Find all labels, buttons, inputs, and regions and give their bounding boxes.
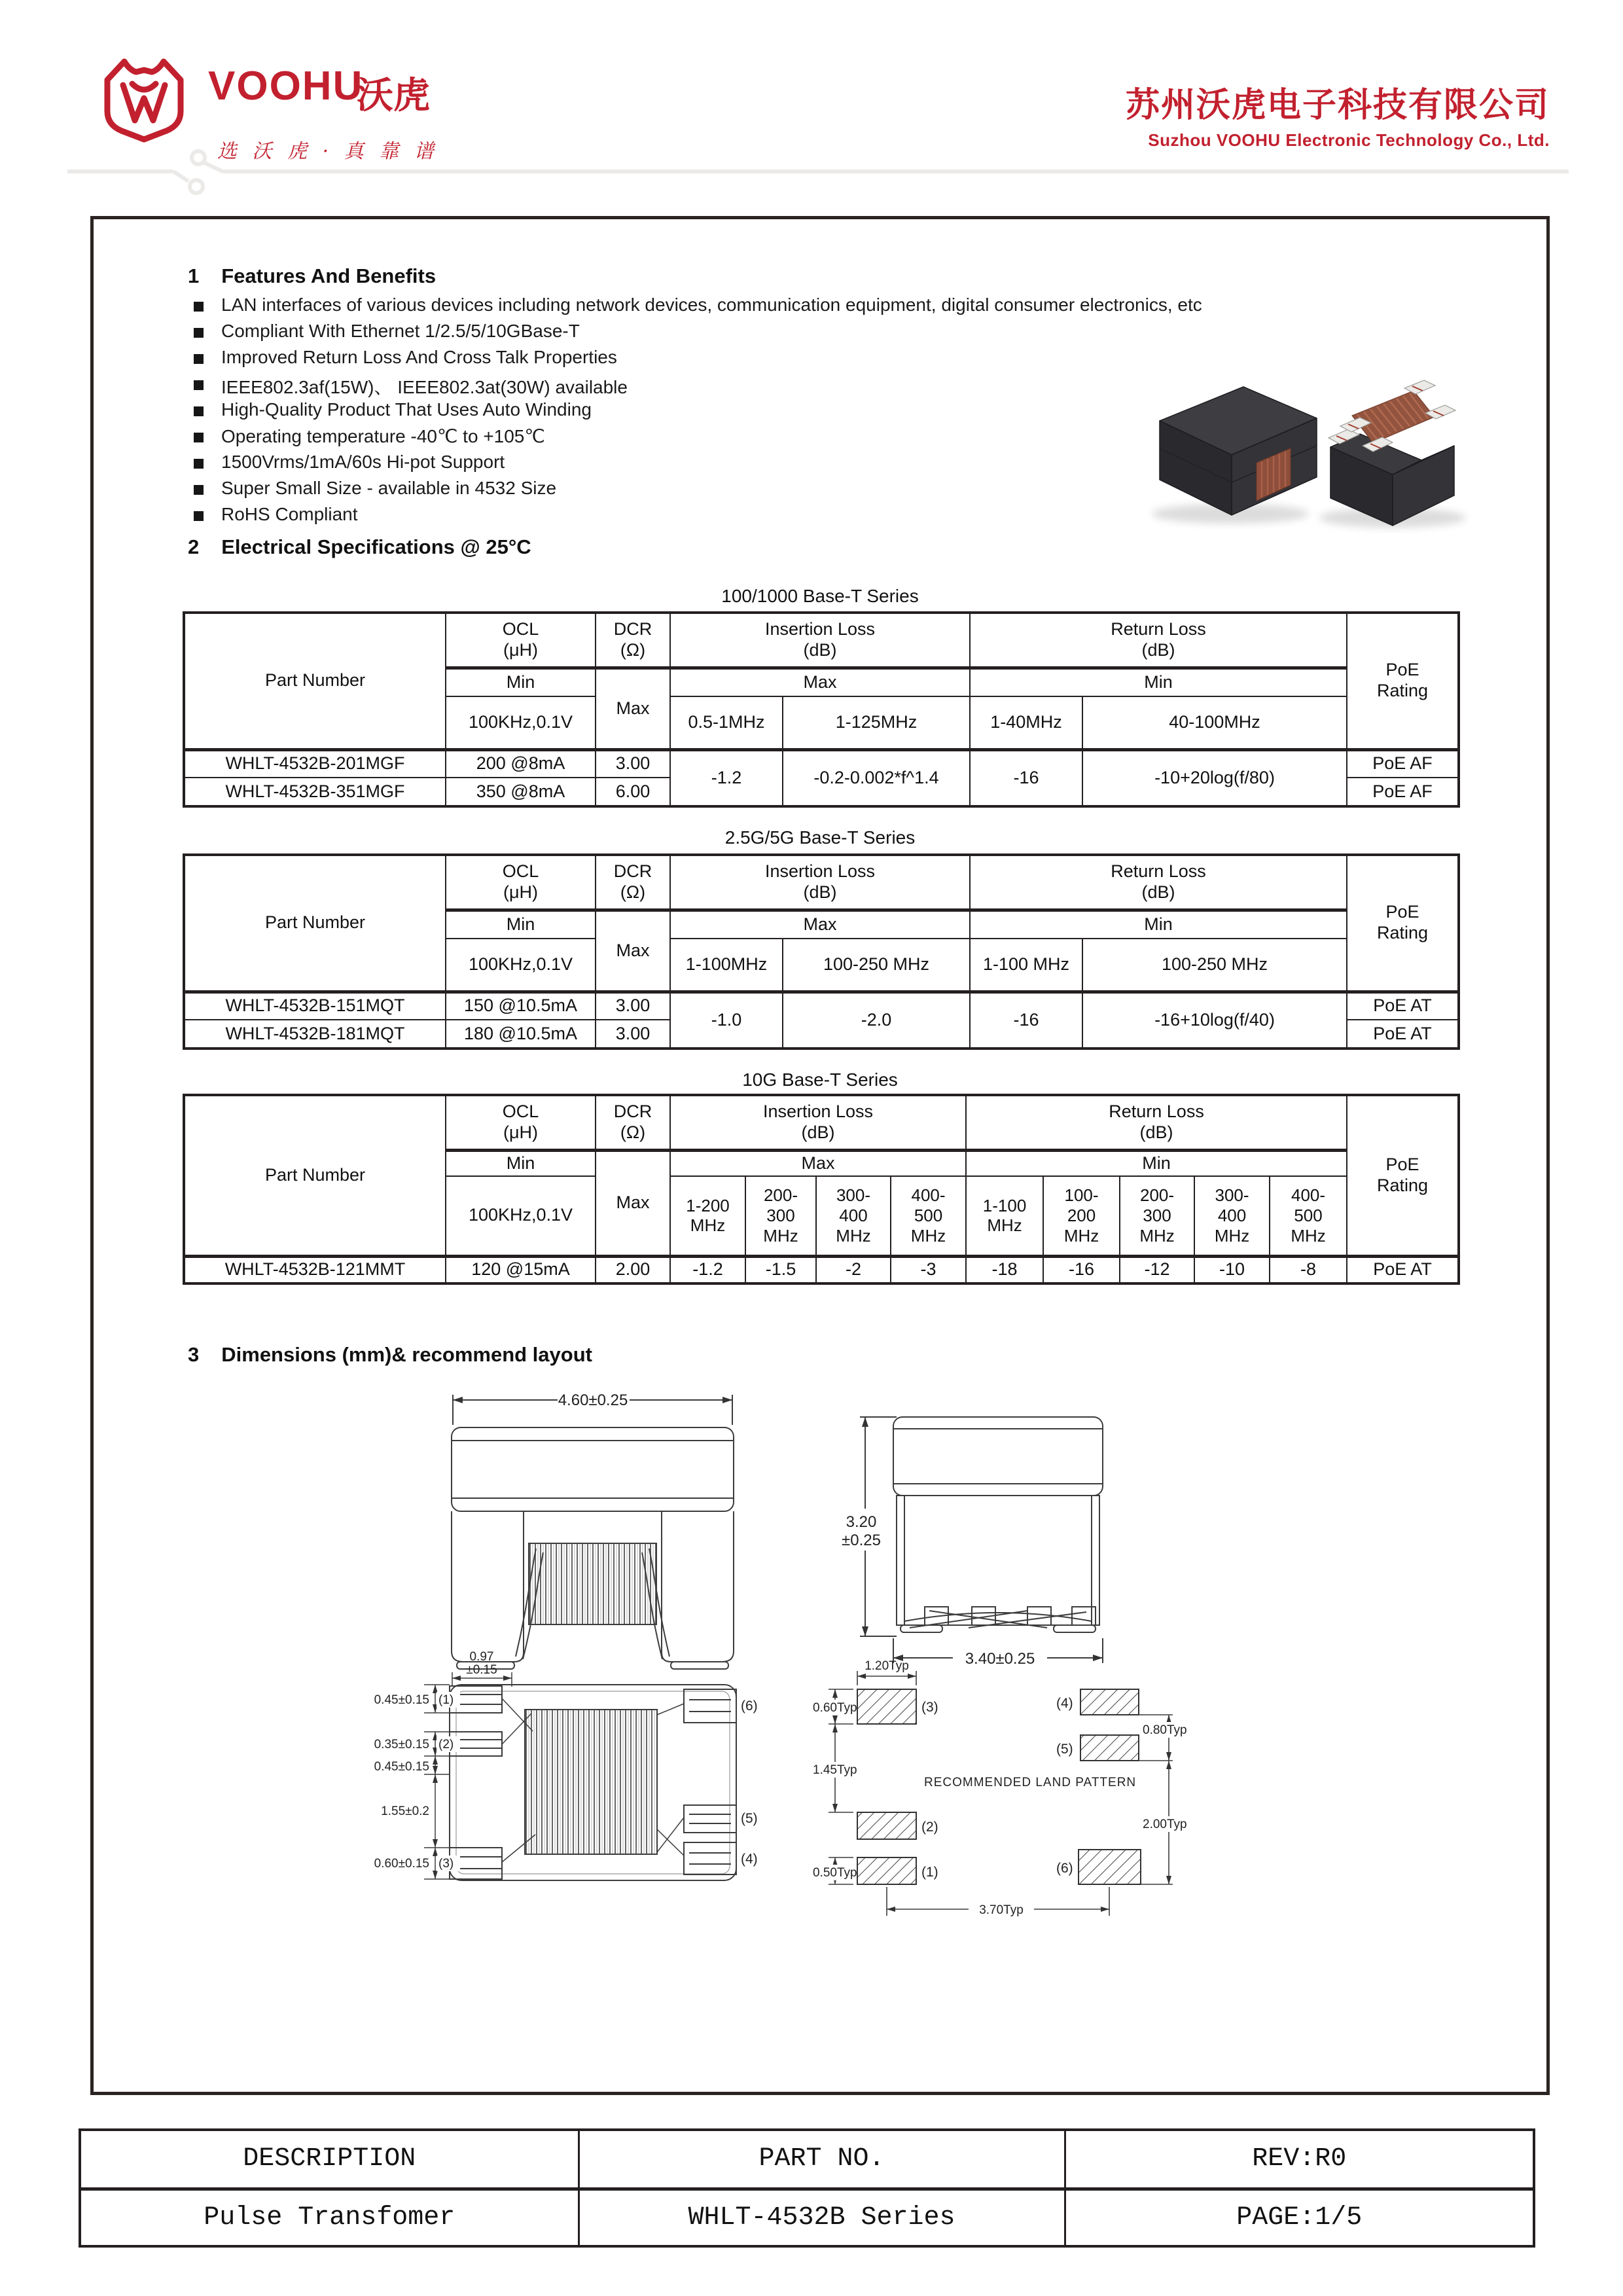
cell-dcr: 3.00: [596, 749, 670, 778]
dim-bv-4: 1.55±0.2: [381, 1804, 429, 1818]
cell-rl: -16: [970, 992, 1082, 1049]
th-insertion-loss: Insertion Loss (dB): [670, 613, 970, 668]
pin-label-4: (4): [741, 1852, 758, 1867]
cell-ocl: 200 @8mA: [446, 749, 596, 778]
th-max: Max: [670, 910, 970, 939]
dim-bv-5: 0.60±0.15: [374, 1857, 429, 1871]
th-max: Max: [596, 1150, 670, 1256]
th-dcr: DCR (Ω): [596, 855, 670, 910]
cell-rl: -16: [970, 749, 1082, 806]
square-bullet-icon: [194, 406, 204, 416]
cell-rl: -12: [1120, 1256, 1194, 1283]
dim-lp-gap: 1.45Typ: [813, 1763, 857, 1777]
th-min: Min: [446, 668, 596, 696]
th-rl-freq: 100- 200 MHz: [1043, 1176, 1120, 1256]
th-return-loss: Return Loss (dB): [970, 855, 1347, 910]
square-bullet-icon: [194, 459, 204, 469]
th-il-freq: 300- 400 MHz: [816, 1176, 891, 1256]
cell-rl: -18: [966, 1256, 1043, 1283]
th-poe-rating: PoE Rating: [1347, 855, 1459, 992]
pin-label-2: (2): [438, 1738, 454, 1751]
th-min: Min: [966, 1150, 1347, 1176]
th-il-freq: 0.5-1MHz: [670, 696, 783, 749]
dim-lp-pitch: 3.70Typ: [979, 1903, 1024, 1917]
pin-label-1: (1): [438, 1693, 454, 1707]
section-number: 3: [188, 1343, 200, 1366]
cell-il: -3: [891, 1256, 966, 1283]
th-part-number: Part Number: [184, 613, 446, 749]
cell-il: -1.2: [670, 1256, 745, 1283]
brand-tagline: 选 沃 虎 · 真 靠 谱: [217, 140, 438, 163]
pad-label-4: (4): [1056, 1696, 1073, 1711]
feature-item: IEEE802.3af(15W)、 IEEE802.3at(30W) available: [194, 373, 1496, 399]
th-ocl: OCL (μH): [446, 613, 596, 668]
dim-pad-width-1: 0.97: [469, 1650, 494, 1664]
footer-partno-header: PART NO.: [579, 2130, 1065, 2189]
th-il-freq: 1-125MHz: [783, 696, 970, 749]
spec-table-2g5-5g: [183, 853, 1460, 1050]
dim-front-width: 4.60±0.25: [558, 1391, 628, 1409]
drawing-bottom-view: [373, 1646, 759, 1898]
feature-item: LAN interfaces of various devices including network devices, communication equipment, digital consumer electronics, etc: [194, 295, 1496, 321]
th-min: Min: [970, 668, 1347, 696]
cell-rl: -16+10log(f/40): [1082, 992, 1347, 1049]
dim-lp-h3: 0.60Typ: [813, 1701, 857, 1715]
section-electrical-heading: [188, 535, 531, 559]
company-name-cn: 苏州沃虎电子科技有限公司: [1125, 86, 1550, 124]
th-rl-freq: 1-100 MHz: [966, 1176, 1043, 1256]
drawing-front-view: [419, 1391, 772, 1676]
cell-ocl: 150 @10.5mA: [446, 992, 596, 1020]
section-title: Features And Benefits: [221, 264, 437, 287]
th-poe-rating: PoE Rating: [1347, 613, 1459, 749]
th-min: Min: [446, 1150, 596, 1176]
th-insertion-loss: Insertion Loss (dB): [670, 1095, 966, 1150]
pin-label-5: (5): [741, 1811, 758, 1826]
feature-item: 1500Vrms/1mA/60s Hi-pot Support: [194, 452, 1496, 478]
th-return-loss: Return Loss (dB): [970, 613, 1347, 668]
th-min: Min: [446, 910, 596, 939]
th-rl-freq: 200- 300 MHz: [1120, 1176, 1194, 1256]
cell-rl: -8: [1270, 1256, 1347, 1283]
cell-il: -2.0: [783, 992, 970, 1049]
cell-il: -1.0: [670, 992, 783, 1049]
section-number: 2: [188, 535, 200, 558]
footer-table: [79, 2128, 1535, 2248]
spec-table-10g: [183, 1094, 1460, 1285]
th-il-freq: 1-200 MHz: [670, 1176, 745, 1256]
dim-bv-2: 0.35±0.15: [374, 1738, 429, 1751]
cell-ocl: 350 @8mA: [446, 778, 596, 806]
th-part-number: Part Number: [184, 1095, 446, 1256]
dim-bv-1: 0.45±0.15: [374, 1693, 429, 1707]
th-rl-freq: 300- 400 MHz: [1194, 1176, 1270, 1256]
dim-lp-gap56: 2.00Typ: [1143, 1818, 1187, 1831]
cell-part-number: WHLT-4532B-121MMT: [184, 1256, 446, 1283]
th-max: Max: [596, 668, 670, 749]
th-rl-freq: 1-40MHz: [970, 696, 1082, 749]
dim-bv-3: 0.45±0.15: [374, 1760, 429, 1774]
dim-side-height-2: ±0.25: [842, 1532, 881, 1549]
feature-item: Operating temperature -40℃ to +105℃: [194, 425, 1496, 452]
section-features-heading: [188, 264, 436, 288]
cell-ocl: 180 @10.5mA: [446, 1020, 596, 1049]
th-dcr: DCR (Ω): [596, 1095, 670, 1150]
dim-pad-width-2: ±0.15: [466, 1663, 497, 1677]
th-return-loss: Return Loss (dB): [966, 1095, 1347, 1150]
cell-rl: -10: [1194, 1256, 1270, 1283]
cell-poe: PoE AT: [1347, 992, 1459, 1020]
square-bullet-icon: [194, 485, 204, 495]
th-poe-rating: PoE Rating: [1347, 1095, 1459, 1256]
table3-title: 10G Base-T Series: [742, 1069, 898, 1090]
dim-lp-width: 1.20Typ: [865, 1659, 909, 1673]
dim-side-width: 3.40±0.25: [965, 1650, 1035, 1668]
cell-poe: PoE AF: [1347, 749, 1459, 778]
th-rl-freq: 40-100MHz: [1082, 696, 1347, 749]
cell-poe: PoE AF: [1347, 778, 1459, 806]
th-insertion-loss: Insertion Loss (dB): [670, 855, 970, 910]
section-dimensions-heading: [188, 1343, 592, 1367]
cell-dcr: 2.00: [596, 1256, 670, 1283]
pad-label-2: (2): [921, 1820, 938, 1835]
footer-page: PAGE:1/5: [1065, 2189, 1534, 2246]
pad-label-1: (1): [921, 1865, 938, 1880]
th-max: Max: [670, 668, 970, 696]
square-bullet-icon: [194, 511, 204, 521]
th-min: Min: [970, 910, 1347, 939]
table2-title: 2.5G/5G Base-T Series: [724, 827, 916, 848]
th-test-condition: 100KHz,0.1V: [446, 939, 596, 992]
brand-name-en: VOOHU: [208, 63, 364, 109]
th-test-condition: 100KHz,0.1V: [446, 1176, 596, 1256]
th-max: Max: [670, 1150, 966, 1176]
feature-item: Compliant With Ethernet 1/2.5/5/10GBase-T: [194, 321, 1496, 347]
cell-poe: PoE AT: [1347, 1256, 1459, 1283]
brand-name-cn: 沃虎: [357, 75, 430, 116]
footer-description-value: Pulse Transfomer: [80, 2189, 579, 2246]
th-max: Max: [596, 910, 670, 992]
footer-description-header: DESCRIPTION: [80, 2130, 579, 2189]
dim-side-height-1: 3.20: [846, 1513, 877, 1531]
footer-rev: REV:R0: [1065, 2130, 1534, 2189]
cell-part-number: WHLT-4532B-351MGF: [184, 778, 446, 806]
pin-label-6: (6): [741, 1698, 758, 1713]
land-pattern-title: RECOMMENDED LAND PATTERN: [924, 1776, 1137, 1789]
pad-label-3: (3): [921, 1700, 938, 1715]
feature-item: Improved Return Loss And Cross Talk Properties: [194, 347, 1496, 373]
section-title: Dimensions (mm)& recommend layout: [221, 1343, 592, 1366]
pad-label-6: (6): [1056, 1861, 1073, 1876]
th-part-number: Part Number: [184, 855, 446, 992]
cell-dcr: 3.00: [596, 1020, 670, 1049]
dim-lp-gap45: 0.80Typ: [1143, 1723, 1187, 1737]
th-il-freq: 100-250 MHz: [783, 939, 970, 992]
cell-ocl: 120 @15mA: [446, 1256, 596, 1283]
square-bullet-icon: [194, 380, 204, 390]
square-bullet-icon: [194, 354, 204, 364]
th-rl-freq: 100-250 MHz: [1082, 939, 1347, 992]
square-bullet-icon: [194, 433, 204, 442]
table1-title: 100/1000 Base-T Series: [721, 586, 919, 606]
feature-item: Super Small Size - available in 4532 Size: [194, 478, 1496, 504]
th-dcr: DCR (Ω): [596, 613, 670, 668]
th-il-freq: 1-100MHz: [670, 939, 783, 992]
section-number: 1: [188, 264, 200, 287]
cell-part-number: WHLT-4532B-151MQT: [184, 992, 446, 1020]
cell-rl: -10+20log(f/80): [1082, 749, 1347, 806]
spec-table-100-1000: [183, 611, 1460, 808]
logo-mark-icon: [92, 46, 196, 144]
cell-il: -0.2-0.002*f^1.4: [783, 749, 970, 806]
footer-partno-value: WHLT-4532B Series: [579, 2189, 1065, 2246]
square-bullet-icon: [194, 302, 204, 312]
th-ocl: OCL (μH): [446, 1095, 596, 1150]
cell-part-number: WHLT-4532B-201MGF: [184, 749, 446, 778]
th-test-condition: 100KHz,0.1V: [446, 696, 596, 749]
cell-dcr: 3.00: [596, 992, 670, 1020]
company-name-en: Suzhou VOOHU Electronic Technology Co., Ltd.: [1148, 130, 1550, 150]
square-bullet-icon: [194, 328, 204, 338]
cell-rl: -16: [1043, 1256, 1120, 1283]
dim-lp-h1: 0.50Typ: [813, 1866, 857, 1880]
section-title: Electrical Specifications @ 25°C: [221, 535, 531, 558]
pin-label-3: (3): [438, 1857, 454, 1871]
cell-il: -1.5: [745, 1256, 816, 1283]
product-photo: [1132, 350, 1486, 540]
pad-label-5: (5): [1056, 1742, 1073, 1757]
feature-item: High-Quality Product That Uses Auto Winding: [194, 399, 1496, 425]
cell-il: -2: [816, 1256, 891, 1283]
th-il-freq: 400- 500 MHz: [891, 1176, 966, 1256]
cell-poe: PoE AT: [1347, 1020, 1459, 1049]
th-il-freq: 200- 300 MHz: [745, 1176, 816, 1256]
drawing-land-pattern: [812, 1646, 1342, 1934]
drawing-side-view: [831, 1391, 1152, 1682]
cell-il: -1.2: [670, 749, 783, 806]
feature-item: RoHS Compliant: [194, 504, 1496, 530]
header-divider-trace: [62, 147, 1574, 200]
cell-dcr: 6.00: [596, 778, 670, 806]
th-rl-freq: 400- 500 MHz: [1270, 1176, 1347, 1256]
th-ocl: OCL (μH): [446, 855, 596, 910]
component-closed-view: [1160, 387, 1317, 515]
cell-part-number: WHLT-4532B-181MQT: [184, 1020, 446, 1049]
company-block: [1126, 77, 1550, 151]
th-rl-freq: 1-100 MHz: [970, 939, 1082, 992]
